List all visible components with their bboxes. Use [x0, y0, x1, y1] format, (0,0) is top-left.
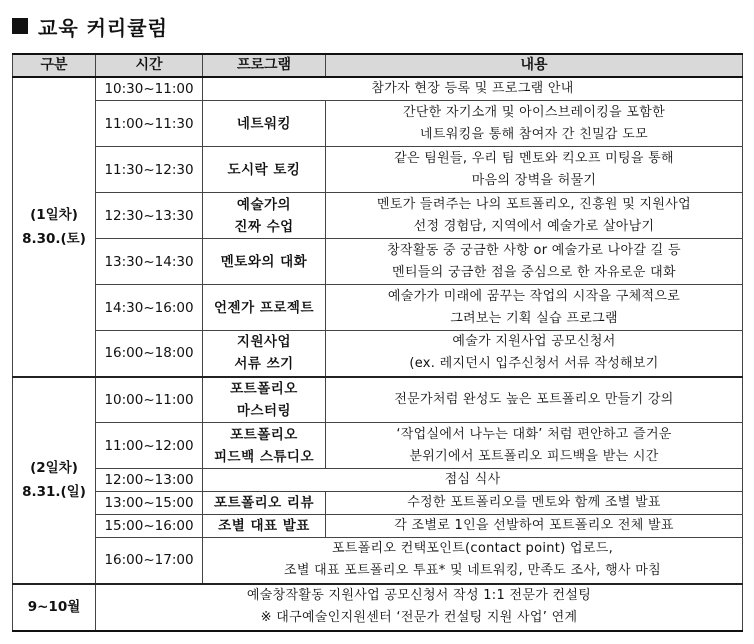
header-program: 프로그램	[203, 54, 326, 77]
cell-line: 그려보는 기획 실습 프로그램	[450, 310, 618, 326]
day-label-line: 8.30.(토)	[22, 230, 86, 247]
cell-line: 포트폴리오	[230, 426, 298, 443]
time-cell: 10:00~11:00	[96, 377, 203, 423]
header-content: 내용	[326, 54, 743, 77]
table-row	[13, 469, 743, 492]
period-label: 9~10월	[13, 584, 96, 631]
cell-line: 도시락 토킹	[227, 161, 301, 178]
program-cell	[203, 147, 326, 193]
time-cell: 10:30~11:00	[96, 77, 203, 101]
table-row	[13, 377, 743, 423]
content-cell	[326, 193, 743, 239]
cell-line: 같은 팀원들, 우리 팀 멘토와 킥오프 미팅을 통해	[394, 150, 674, 166]
cell-line: 지원사업	[236, 334, 292, 351]
cell-line: 포트폴리오 컨택포인트(contact point) 업로드,	[331, 541, 614, 557]
table-row	[13, 193, 743, 239]
cell-line: 마스터링	[236, 402, 292, 419]
time-cell: 16:00~17:00	[96, 538, 203, 584]
content-cell	[203, 77, 743, 101]
time-cell: 15:00~16:00	[96, 515, 203, 538]
cell-line: 각 조별로 1인을 선발하여 포트폴리오 전체 발표	[394, 518, 674, 533]
content-cell	[326, 147, 743, 193]
time-cell: 13:00~15:00	[96, 492, 203, 515]
content-cell	[326, 377, 743, 423]
cell-line: 수정한 포트폴리오를 멘토와 함께 조별 발표	[407, 495, 661, 510]
table-body	[13, 77, 743, 631]
header-time: 시간	[96, 54, 203, 77]
cell-line: 피드백 스튜디오	[214, 448, 314, 465]
cell-line: 조별 대표 포트폴리오 투표* 및 네트워킹, 만족도 조사, 행사 마침	[283, 563, 661, 579]
cell-line: 네트워킹을 통해 참여자 간 친밀감 도모	[420, 126, 648, 142]
time-cell: 11:00~12:00	[96, 423, 203, 469]
time-cell: 11:00~11:30	[96, 101, 203, 147]
time-cell: 13:30~14:30	[96, 239, 203, 285]
content-cell	[326, 331, 743, 377]
header-row	[13, 54, 743, 77]
cell-line: 포트폴리오 리뷰	[214, 495, 314, 511]
program-cell	[203, 492, 326, 515]
content-cell	[203, 469, 743, 492]
program-cell	[203, 101, 326, 147]
cell-line: 예술가의	[236, 196, 292, 213]
cell-line: (ex. 레지던시 입주신청서 서류 작성해보기	[409, 356, 659, 372]
cell-line: 선정 경험담, 지역에서 예술가로 살아남기	[413, 218, 655, 234]
table-row	[13, 147, 743, 193]
time-cell: 11:30~12:30	[96, 147, 203, 193]
table-row	[13, 584, 743, 631]
table-row	[13, 331, 743, 377]
day-label-line: (1일차)	[30, 206, 78, 223]
program-cell	[203, 515, 326, 538]
cell-line: 언젠가 프로젝트	[214, 299, 314, 316]
cell-line: 서류 쓰기	[234, 356, 294, 373]
time-cell: 14:30~16:00	[96, 285, 203, 331]
cell-line: ‘작업실에서 나누는 대화’ 처럼 편안하고 즐거운	[396, 426, 672, 442]
content-cell	[326, 492, 743, 515]
cell-line: 분위기에서 포트폴리오 피드백을 받는 시간	[409, 448, 659, 464]
content-cell	[203, 538, 743, 584]
cell-line: 참가자 현장 등록 및 프로그램 안내	[371, 81, 574, 96]
table-row	[13, 538, 743, 584]
day-label	[13, 77, 96, 377]
day-label-line: (2일차)	[30, 460, 78, 476]
cell-line: 간단한 자기소개 및 아이스브레이킹을 포함한	[402, 104, 666, 120]
curriculum-table	[12, 53, 743, 632]
table-row	[13, 239, 743, 285]
content-cell	[326, 423, 743, 469]
cell-line: 창작활동 중 궁금한 사항 or 예술가로 나아갈 길 등	[387, 242, 681, 258]
table-row	[13, 423, 743, 469]
program-cell	[203, 377, 326, 423]
cell-line: 예술가 지원사업 공모신청서	[452, 334, 616, 350]
cell-line: 멘티들의 궁금한 점을 중심으로 한 자유로운 대화	[392, 264, 676, 280]
program-cell	[203, 423, 326, 469]
cell-line: 포트폴리오	[230, 380, 298, 397]
time-cell: 12:00~13:00	[96, 469, 203, 492]
content-cell	[96, 584, 743, 631]
program-cell	[203, 239, 326, 285]
cell-line: 멘토가 들려주는 나의 포트폴리오, 진흥원 및 지원사업	[377, 196, 691, 212]
day-label-line: 8.31.(일)	[22, 484, 86, 500]
black-square-icon	[12, 18, 28, 34]
program-cell	[203, 285, 326, 331]
cell-line: 예술가가 미래에 꿈꾸는 작업의 시작을 구체적으로	[387, 288, 681, 304]
table-row	[13, 101, 743, 147]
table-row	[13, 285, 743, 331]
cell-line: 마음의 장벽을 허물기	[471, 172, 597, 188]
cell-line: 멘토와의 대화	[220, 253, 308, 270]
content-cell	[326, 285, 743, 331]
content-cell	[326, 101, 743, 147]
content-cell	[326, 515, 743, 538]
cell-line: 점심 식사	[444, 472, 501, 487]
cell-line: 조별 대표 발표	[218, 518, 310, 534]
cell-line: 전문가처럼 완성도 높은 포트폴리오 만들기 강의	[394, 391, 674, 407]
cell-line: ※ 대구예술인지원센터 ‘전문가 컨설팅 지원 사업’ 연계	[260, 610, 578, 625]
cell-line: 진짜 수업	[234, 218, 294, 235]
content-cell	[326, 239, 743, 285]
time-cell: 12:30~13:30	[96, 193, 203, 239]
cell-line: 네트워킹	[236, 115, 292, 132]
cell-line: 예술창작활동 지원사업 공모신청서 작성 1:1 전문가 컨설팅	[246, 588, 592, 603]
program-cell	[203, 193, 326, 239]
program-cell	[203, 331, 326, 377]
time-cell: 16:00~18:00	[96, 331, 203, 377]
table-row	[13, 492, 743, 515]
header-category: 구분	[13, 54, 96, 77]
page-title	[12, 10, 168, 42]
day-label	[13, 377, 96, 584]
table-row	[13, 77, 743, 101]
table-row	[13, 515, 743, 538]
page-title-text: 교육 커리큘럼	[38, 15, 168, 40]
